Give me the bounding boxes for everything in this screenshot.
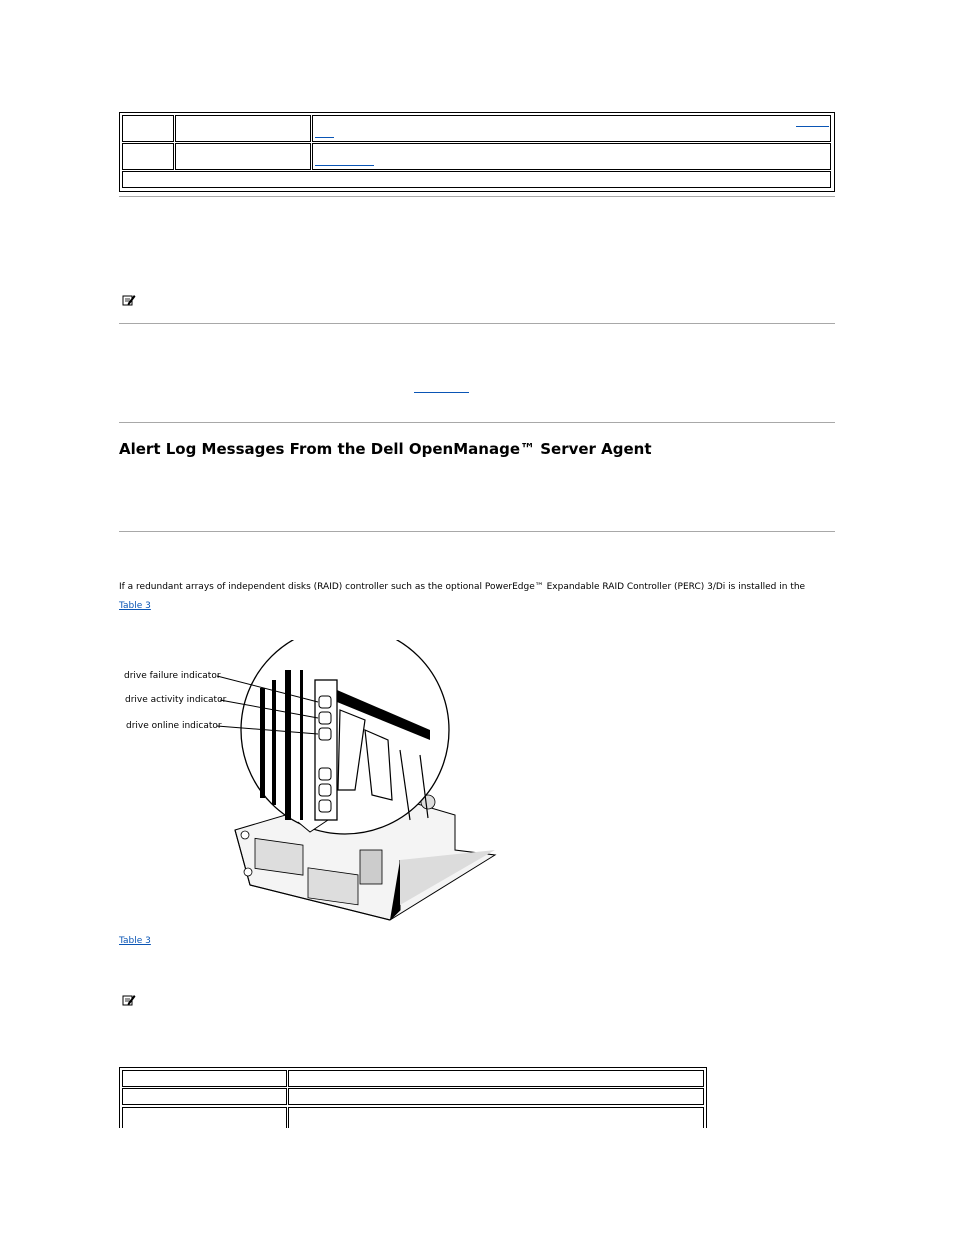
table-cell xyxy=(122,115,174,142)
note-icon xyxy=(122,994,136,1006)
table-footer-cell xyxy=(122,171,831,188)
divider xyxy=(119,422,835,423)
divider xyxy=(119,531,835,532)
drive-indicator-figure xyxy=(110,640,510,930)
drive-failure-label: drive failure indicator xyxy=(124,671,221,681)
table-cell xyxy=(122,143,174,170)
table-cell xyxy=(122,1070,287,1087)
drive-online-label: drive online indicator xyxy=(126,721,222,731)
table-3-link[interactable]: Table 3 xyxy=(119,936,151,946)
link-underline xyxy=(315,165,374,166)
bottom-table xyxy=(119,1067,707,1128)
link-underline xyxy=(796,126,829,127)
divider xyxy=(119,196,835,197)
raid-paragraph: If a redundant arrays of independent disks (RAID) controller such as the optional PowerEdge™ Expandable RAID Controller (PERC) 3/Di is installed in the xyxy=(119,582,806,592)
table-cell xyxy=(175,143,311,170)
section-heading: Alert Log Messages From the Dell OpenManage™ Server Agent xyxy=(119,440,652,458)
table-cell xyxy=(312,143,831,170)
table-cell xyxy=(122,1107,287,1128)
table-cell xyxy=(122,1088,287,1105)
drive-activity-label: drive activity indicator xyxy=(125,695,227,705)
top-table xyxy=(119,112,835,192)
note-icon xyxy=(122,294,136,306)
table-3-link[interactable]: Table 3 xyxy=(119,601,151,611)
table-cell xyxy=(288,1107,704,1128)
table-cell xyxy=(312,115,831,142)
link-underline xyxy=(414,392,469,393)
link-underline xyxy=(315,137,334,138)
divider xyxy=(119,323,835,324)
table-cell xyxy=(288,1070,704,1087)
table-cell xyxy=(288,1088,704,1105)
table-cell xyxy=(175,115,311,142)
